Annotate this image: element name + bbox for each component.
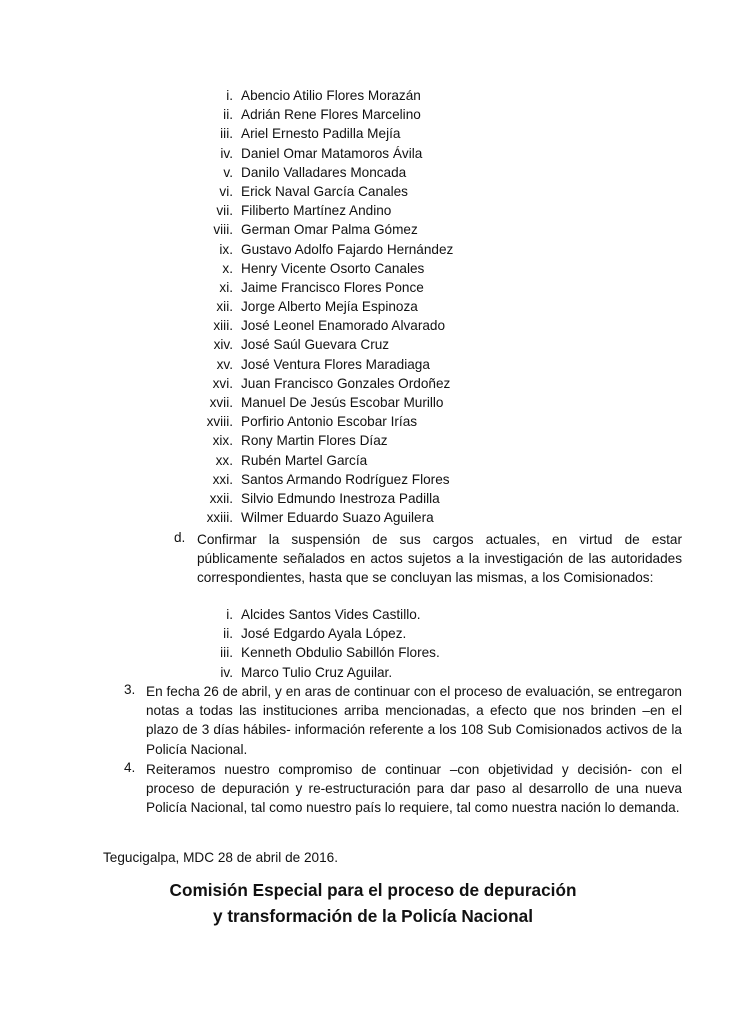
list-item-name: Rony Martin Flores Díaz [241,433,388,449]
list-item [0,451,746,470]
list-item-name: Juan Francisco Gonzales Ordoñez [241,375,451,391]
list-item [0,643,746,662]
item-4-text: Reiteramos nuestro compromiso de continuar –con objetividad y decisión- con el proceso de depuración y re-estructuración para dar paso al desarrollo de una nueva Policía Nacional, tal como nuestro país lo requiere, tal como nuestra nación lo demanda. [146,762,682,816]
list-item [0,470,746,489]
list-item-number: vii. [216,203,233,219]
signature-line-2: y transformación de la Policía Nacional [213,906,533,926]
list-item [0,335,746,354]
list-item-number: iv. [220,145,233,161]
list-item-name: José Edgardo Ayala López. [241,626,407,642]
list-item-number: xxii. [209,490,233,506]
list-item-name: Silvio Edmundo Inestroza Padilla [241,490,440,506]
list-item [0,374,746,393]
list-item [0,259,746,278]
list-item [0,431,746,450]
list-item-number: xx. [215,452,233,468]
list-item-name: Rubén Martel García [241,452,368,468]
item-d-text: Confirmar la suspensión de sus cargos actuales, en virtud de estar públicamente señalados en actos sujetos a la investigación de las autoridades correspondientes, hasta que se concluyan las mismas, a los Comisionados: [197,532,682,586]
list-item-name: José Saúl Guevara Cruz [241,337,390,353]
commissioner-list [0,605,746,682]
list-item-number: xv. [216,356,233,372]
list-item [0,86,746,105]
list-item-name: Ariel Ernesto Padilla Mejía [241,126,401,142]
list-item-name: Danilo Valladares Moncada [241,164,407,180]
list-item [0,624,746,643]
list-item [0,355,746,374]
list-item-name: Daniel Omar Matamoros Ávila [241,145,423,161]
list-item [0,220,746,239]
list-item-number: iii. [220,645,233,661]
list-item-name: Gustavo Adolfo Fajardo Hernández [241,241,454,257]
list-item-number: iii. [220,126,233,142]
signature-line-1: Comisión Especial para el proceso de depuración [169,880,577,900]
list-item-name: Marco Tulio Cruz Aguilar. [241,664,393,680]
list-item-name: Erick Naval García Canales [241,183,408,199]
list-item-name: Alcides Santos Vides Castillo. [241,607,421,622]
list-item-name: Manuel De Jesús Escobar Murillo [241,395,444,410]
list-item-name: Kenneth Obdulio Sabillón Flores. [241,645,440,661]
name-list [0,86,746,527]
list-item-name: Santos Armando Rodríguez Flores [241,471,450,487]
list-item-name: José Leonel Enamorado Alvarado [241,318,446,334]
list-item [0,297,746,316]
list-item-name: Adrián Rene Flores Marcelino [241,107,421,123]
list-item-number: iv. [220,664,233,680]
list-item-name: German Omar Palma Gómez [241,222,418,238]
list-item-number: xix. [212,433,233,449]
list-item-number: x. [222,260,233,276]
list-item [0,240,746,259]
list-item-name: Porfirio Antonio Escobar Irías [241,414,418,430]
list-item-number: viii. [213,222,233,238]
list-item [0,663,746,682]
list-item-number: i. [226,607,233,622]
item-3-marker: 3. [124,682,136,697]
list-item-number: ii. [223,626,233,642]
list-item-number: i. [226,88,233,103]
item-3-text: En fecha 26 de abril, y en aras de continuar con el proceso de evaluación, se entregaron notas a todas las instituciones arriba mencionadas, a efecto que nos brinden –en el plazo de 3 días hábiles- información referente a los 108 Sub Comisionados activos de la Policía Nacional. [146,684,682,757]
list-item-name: Filiberto Martínez Andino [241,203,392,219]
list-item-number: xxiii. [206,510,233,526]
list-item-name: Abencio Atilio Flores Morazán [241,88,421,103]
list-item [0,182,746,201]
list-item-name: Henry Vicente Osorto Canales [241,260,425,276]
list-item-name: Jorge Alberto Mejía Espinoza [241,299,418,315]
list-item-number: v. [223,164,233,180]
list-item-number: xi. [219,279,233,295]
list-item [0,124,746,143]
list-item-number: xvii. [209,395,233,410]
list-item [0,489,746,508]
dateline: Tegucigalpa, MDC 28 de abril de 2016. [103,850,339,865]
list-item-number: xxi. [212,471,233,487]
item-d-marker: d. [174,530,186,545]
list-item [0,393,746,412]
list-item-number: xiv. [213,337,233,353]
list-item-number: xvi. [212,375,233,391]
list-item [0,508,746,527]
list-item [0,605,746,624]
list-item [0,201,746,220]
list-item [0,163,746,182]
list-item-number: ix. [219,241,233,257]
list-item-name: Wilmer Eduardo Suazo Aguilera [241,510,434,526]
list-item-number: xiii. [213,318,233,334]
list-item [0,144,746,163]
list-item-number: xii. [216,299,233,315]
list-item-name: Jaime Francisco Flores Ponce [241,279,424,295]
list-item-number: xviii. [206,414,233,430]
list-item-number: ii. [223,107,233,123]
list-item [0,316,746,335]
list-item [0,412,746,431]
list-item-number: vi. [219,183,233,199]
item-4-marker: 4. [124,760,136,775]
list-item [0,278,746,297]
list-item-name: José Ventura Flores Maradiaga [241,356,430,372]
list-item [0,105,746,124]
